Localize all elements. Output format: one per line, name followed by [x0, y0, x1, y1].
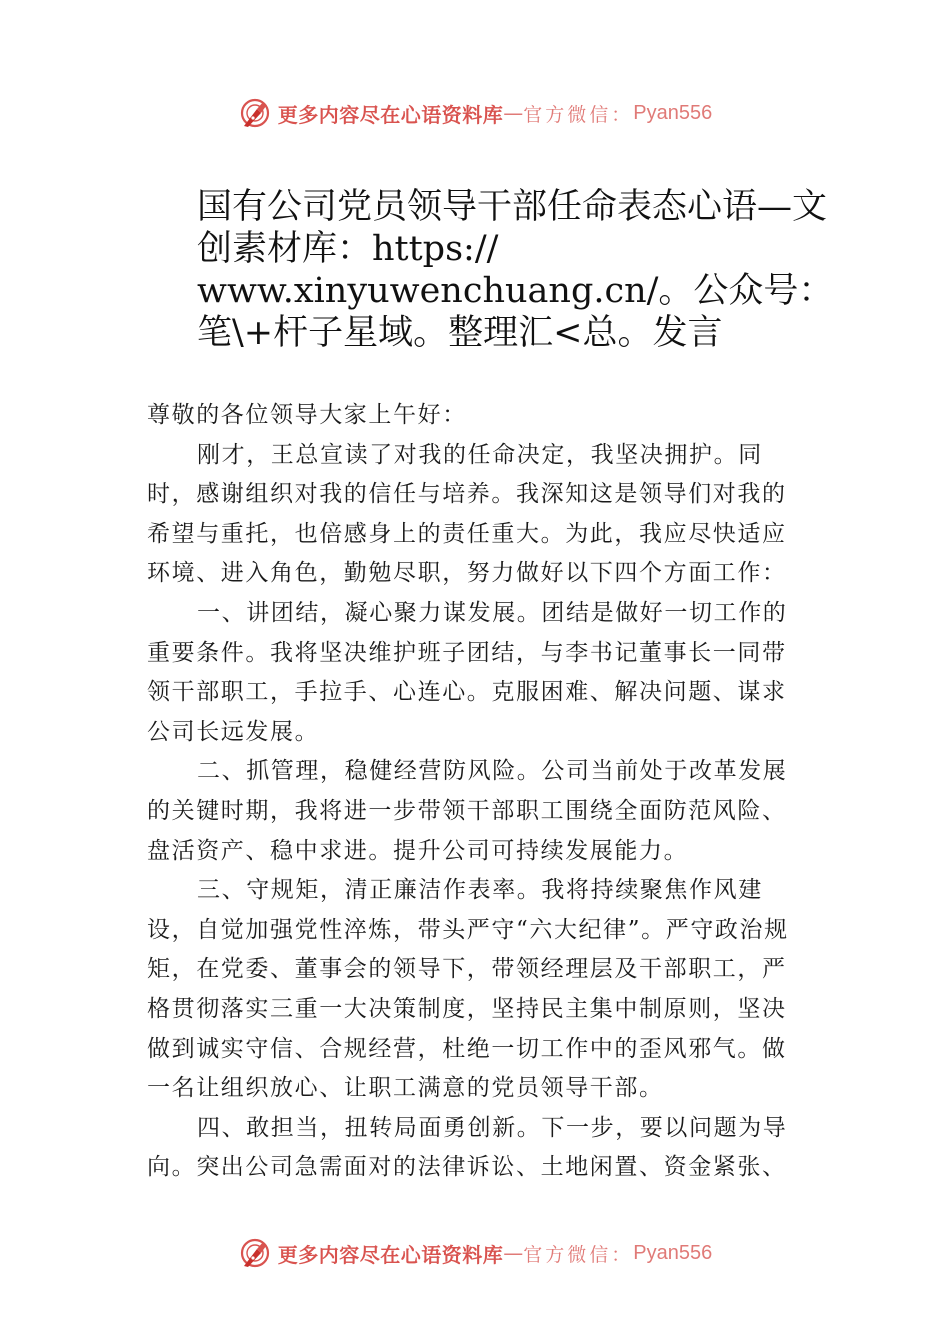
header-banner: [0, 93, 950, 133]
paragraph: 一、讲团结，凝心聚力谋发展。团结是做好一切工作的重要条件。我将坚决维护班子团结，与李书记董事长一同带领干部职工，手拉手、心连心。克服困难、解决问题、谋求公司长远发展。: [147, 599, 788, 745]
banner-brand: 更多内容尽在心语资料库: [277, 102, 504, 127]
salutation: 尊敬的各位领导大家上午好：: [147, 402, 467, 428]
footer-banner: [0, 1233, 950, 1273]
document-body: [147, 396, 807, 1188]
document-title: 国有公司党员领导干部任命表态心语—文创素材库：https:// www.xinyuwenchuang.cn/。公众号：笔\+杆子星域。整理汇<总。发言: [197, 187, 834, 353]
banner-brand: 更多内容尽在心语资料库: [277, 1242, 504, 1267]
banner-wechat-label: 官方微信：: [523, 103, 634, 126]
paragraph: 三、守规矩，清正廉洁作表率。我将持续聚焦作风建设，自觉加强党性淬炼，带头严守“六大纪律”。严守政治规矩，在党委、董事会的领导下，带领经理层及干部职工，严格贯彻落实三重一大决策制度，坚持民主集中制原则，坚决做到诚实守信、合规经营，杜绝一切工作中的歪风邪气。做一名让组织放心、让职工满意的党员领导干部。: [147, 877, 789, 1102]
paragraph: 刚才，王总宣读了对我的任命决定，我坚决拥护。同时，感谢组织对我的信任与培养。我深知这是领导们对我的希望与重托，也倍感身上的责任重大。为此，我应尽快适应环境、进入角色，勤勉尽职，努力做好以下四个方面工作：: [147, 441, 787, 587]
banner-separator: —: [503, 101, 524, 125]
banner-wechat-label: 官方微信：: [523, 1243, 634, 1266]
banner-wechat-id: Pyan556: [633, 1241, 713, 1264]
banner-wechat-id: Pyan556: [633, 101, 713, 124]
pen-logo-icon: [238, 1236, 272, 1270]
paragraph: 四、敢担当，扭转局面勇创新。下一步，要以问题为导向。突出公司急需面对的法律诉讼、土地闲置、资金紧张、: [147, 1114, 788, 1181]
banner-separator: —: [503, 1241, 524, 1265]
paragraph: 二、抓管理，稳健经营防风险。公司当前处于改革发展的关键时期，我将进一步带领干部职工围绕全面防范风险、盘活资产、稳中求进。提升公司可持续发展能力。: [147, 758, 788, 864]
pen-logo-icon: [238, 96, 272, 130]
